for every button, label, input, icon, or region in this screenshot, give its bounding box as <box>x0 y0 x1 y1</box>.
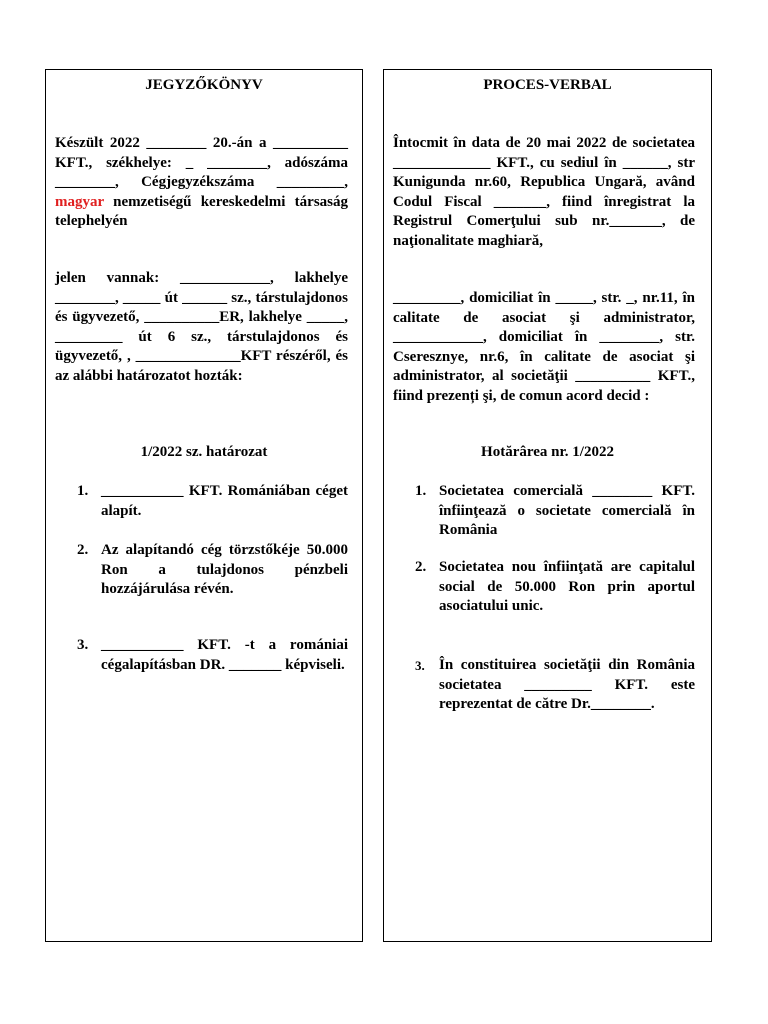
left-item-2-text: Az alapítandó cég törzstőkéje 50.000 Ron a tulajdonos pénzbeli hozzájárulása révén. <box>101 542 348 597</box>
right-item-2-text: Societatea nou înfiinţată are capitalul social de 50.000 Ron prin aportul asociatului unic. <box>439 559 695 614</box>
right-title: PROCES-VERBAL <box>483 77 612 93</box>
left-intro-a: Készült 2022 ________ 20.-án a __________ KFT., székhelye: _ ________, adószáma ________, Cégjegyzékszáma _________, <box>55 135 348 190</box>
left-item-1-number: 1. <box>77 483 89 499</box>
left-item-2-number: 2. <box>77 542 89 558</box>
right-item-3-text: În constituirea societăţii din România societatea _________ KFT. este reprezentat de către Dr.________. <box>439 657 695 712</box>
left-item-3-number: 3. <box>77 637 89 653</box>
right-item-1-text: Societatea comercială ________ KFT. înfiinţează o societate comercială în România <box>439 483 695 538</box>
right-item-3-number: 3. <box>415 658 425 673</box>
right-item-1-number: 1. <box>415 483 427 499</box>
romanian-column <box>383 69 712 942</box>
left-intro <box>55 134 348 232</box>
right-item-2-number: 2. <box>415 559 427 575</box>
right-present: _________, domiciliat în _____, str. _, nr.11, în calitate de asociat şi administrator, ____________, domiciliat în ________, str. Cseresznye, nr.6, în calitate de asociat şi administrator, al societăţii __________ KFT., fiind prezenți şi, de comun acord decid : <box>393 290 695 404</box>
left-title: JEGYZŐKÖNYV <box>145 77 263 93</box>
hungarian-column <box>45 69 363 942</box>
nationality-highlight: magyar <box>55 193 104 210</box>
left-item-1-text: ___________ KFT. Romániában céget alapít. <box>101 483 348 519</box>
left-resolution-title: 1/2022 sz. határozat <box>140 444 268 460</box>
right-intro: Întocmit în data de 20 mai 2022 de societatea _____________ KFT., cu sediul în ______, str Kunigunda nr.60, Republica Ungară, având Codul Fiscal _______, fiind înregistrat la Registrul Comerţului sub nr._______, de naţionalitate maghiară, <box>393 135 695 249</box>
right-resolution-title: Hotărârea nr. 1/2022 <box>481 444 614 460</box>
left-intro-b: nemzetiségű kereskedelmi társaság telephelyén <box>55 193 348 229</box>
left-present: jelen vannak: ____________, lakhelye ________, _____ út ______ sz., társtulajdonos és ügyvezető, __________ER, lakhelye _____, _________ út 6 sz., társtulajdonos és ügyvezető, , ______________KFT részéről, és az alábbi határozatot hozták: <box>55 270 348 384</box>
left-item-3-text: ___________ KFT. -t a romániai cégalapításban DR. _______ képviseli. <box>101 637 348 673</box>
